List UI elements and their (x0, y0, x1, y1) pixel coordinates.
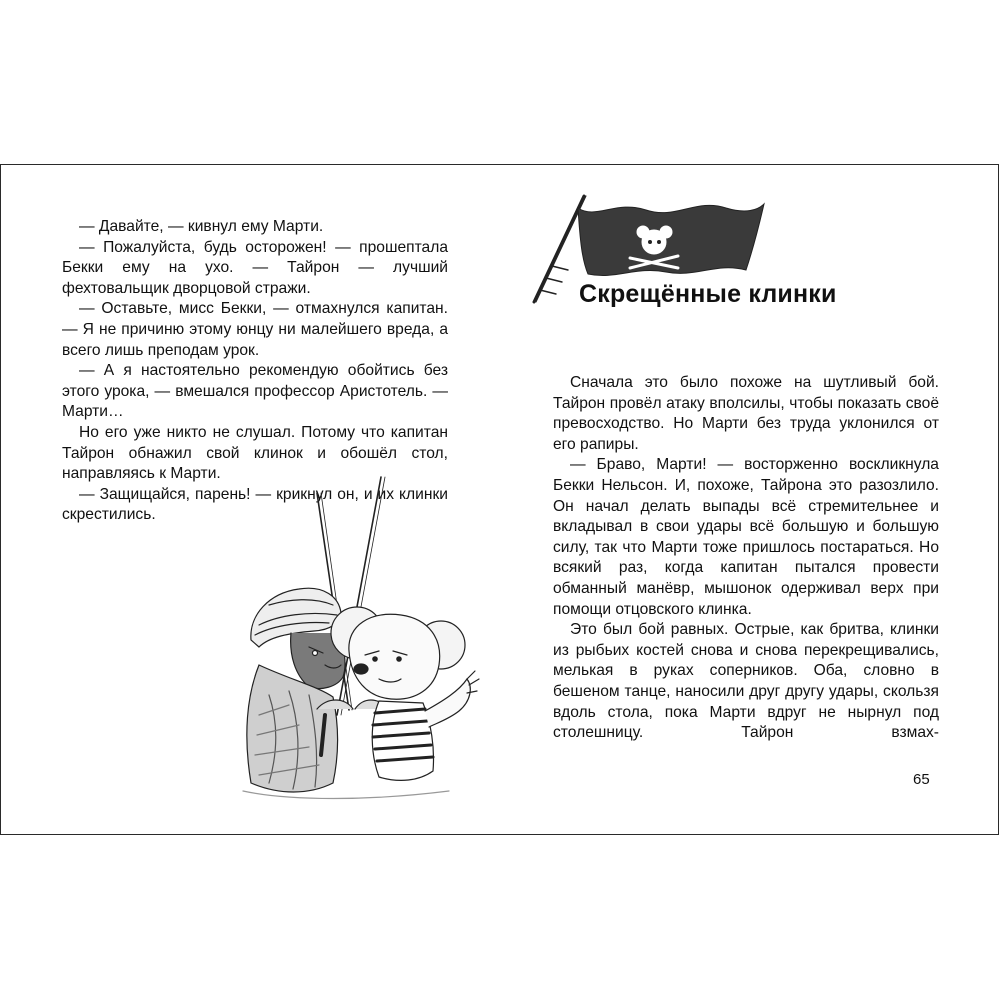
paragraph: — Давайте, — кивнул ему Марти. (79, 218, 324, 235)
paragraph: — Пожалуйста, будь осторожен! — прошептала Бекки ему на ухо. — Тайрон — лучший фехтовальщик дворцовой стражи. (62, 238, 448, 297)
page-number: 65 (913, 771, 930, 788)
paragraph: — Защищайся, парень! — крикнул он, и их клинки скрестились. (62, 485, 448, 524)
paragraph: — А я настоятельно рекомендую обойтись без этого урока, — вмешался профессор Аристотель. — Марти… (62, 362, 448, 421)
paragraph: Сначала это было похоже на шутливый бой. Тайрон провёл атаку вполсилы, чтобы показать своё превосходство. Но Марти без труда уклонился от его рапиры. (553, 374, 939, 453)
paragraph: — Оставьте, мисс Бекки, — отмахнулся капитан. — Я не причиню этому юнцу ни малейшего вреда, а всего лишь преподам урок. (62, 300, 448, 359)
paragraph: — Браво, Марти! — восторженно воскликнула Бекки Нельсон. И, похоже, Тайрона это разозлило. Он начал делать выпады всё стремительнее и вкладывал в свои удары всё большую и большую силу, так что Марти тоже пришлось постараться. Но всякий раз, когда капитан пытался провести обманный манёвр, мышонок одерживал верх при помощи отцовского клинка. (553, 456, 939, 618)
paragraph: Но его уже никто не слушал. Потому что капитан Тайрон обнажил свой клинок и обошёл стол, направляясь к Марти. (62, 423, 448, 483)
duel-illustration (229, 465, 499, 810)
right-page-text (553, 373, 939, 744)
chapter-title: Скрещённые клинки (579, 280, 837, 308)
book-spread (0, 164, 999, 835)
paragraph: Это был бой равных. Острые, как бритва, клинки из рыбьих костей снова и снова перекрещивались, мелькая в руках соперников. Оба, словно в бешеном танце, наносили друг другу удары, скользя вдоль стола, пока Марти вдруг не нырнул под столешницу. Тайрон взмах- (553, 621, 939, 742)
